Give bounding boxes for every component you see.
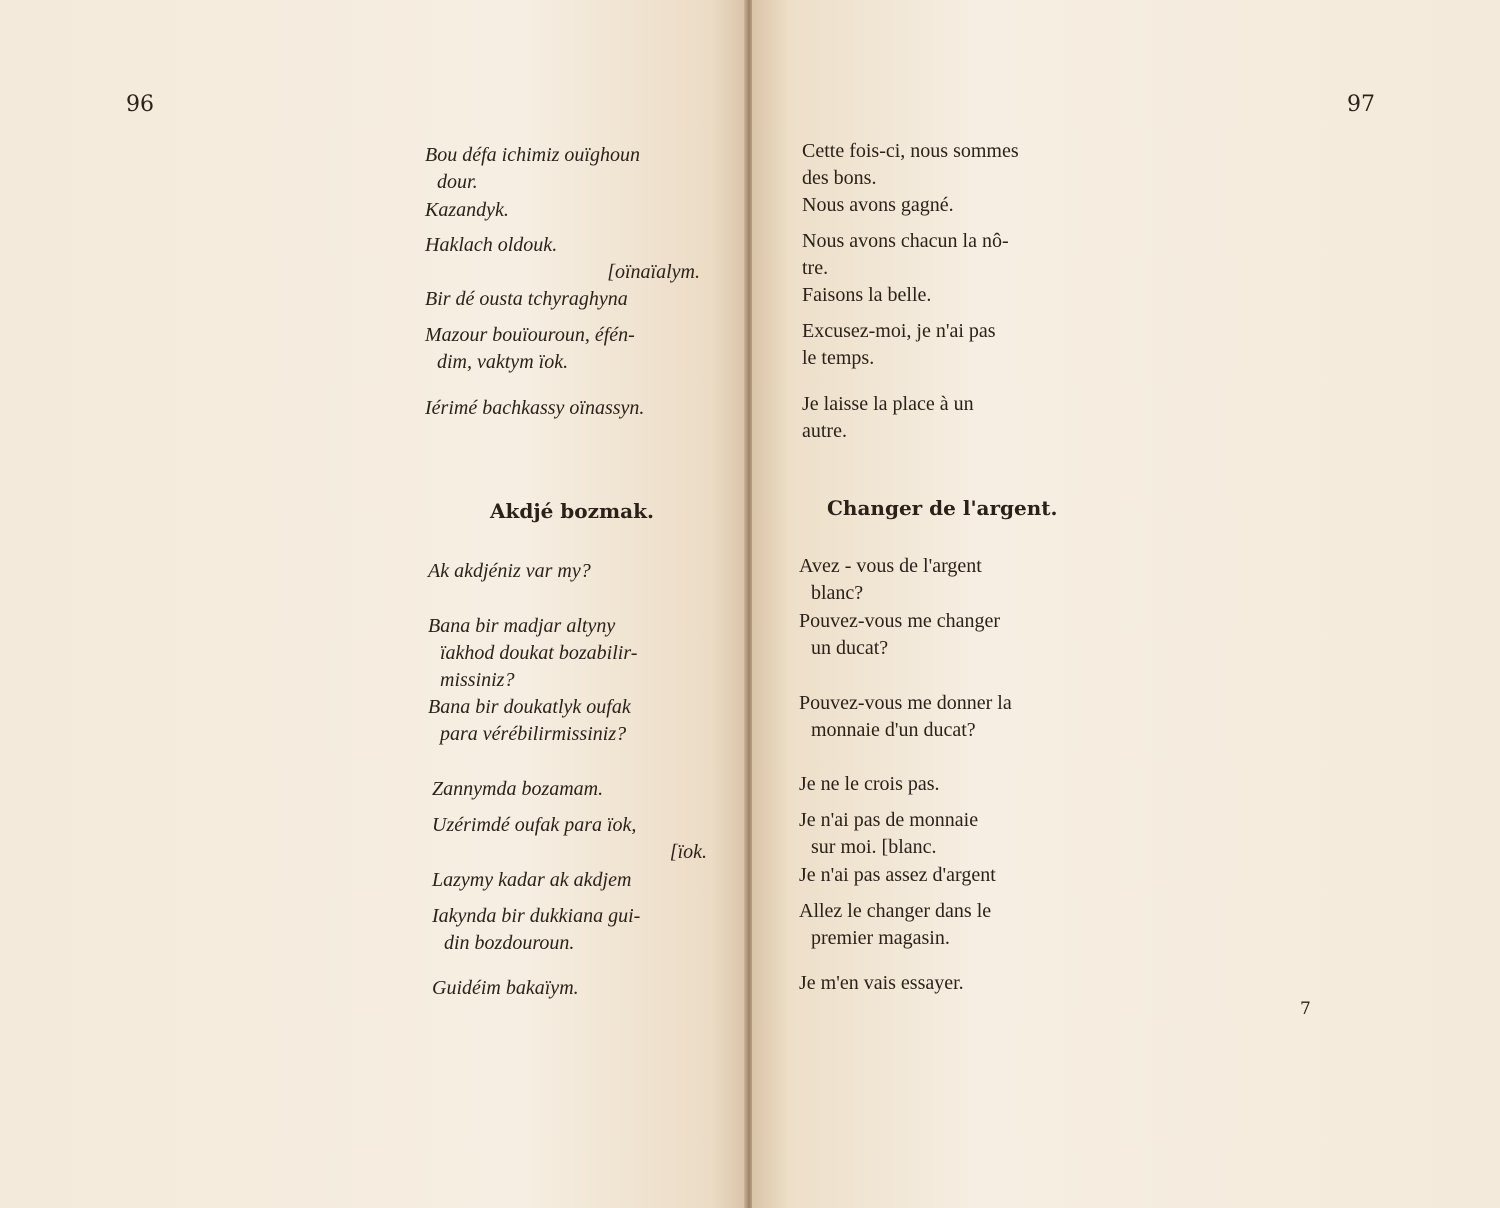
transliteration: Ak akdjéniz var my? xyxy=(428,560,591,582)
transliteration: Haklach oldouk. [oïnaïalym. xyxy=(425,234,700,283)
french-text: Avez - vous de l'argent blanc? xyxy=(799,555,982,604)
right-page xyxy=(752,0,1500,1208)
transliteration: Iérimé bachkassy oïnassyn. xyxy=(425,397,645,419)
french-text: Excusez-moi, je n'ai pas le temps. xyxy=(802,320,996,369)
french-text: Nous avons gagné. xyxy=(802,194,954,216)
section-heading-french: Changer de l'argent. xyxy=(827,496,1058,520)
section-heading: Akdjé bozmak. xyxy=(490,499,654,523)
page-number-right: 97 xyxy=(1347,92,1375,117)
transliteration: Bou défa ichimiz ouïghoun dour. xyxy=(425,144,640,193)
transliteration: Bir dé ousta tchyraghyna xyxy=(425,288,628,310)
french-text: Pouvez-vous me donner la monnaie d'un ducat? xyxy=(799,692,1012,741)
transliteration: Uzérimdé oufak para ïok, [ïok. xyxy=(432,814,707,863)
french-text: Je m'en vais essayer. xyxy=(799,972,964,994)
transliteration: Lazymy kadar ak akdjem xyxy=(432,869,632,891)
transliteration: Guidéim bakaïym. xyxy=(432,977,579,999)
french-text: Je ne le crois pas. xyxy=(799,773,940,795)
signature-mark: 7 xyxy=(1300,999,1311,1019)
transliteration: Mazour bouïouroun, éfén- dim, vaktym ïok. xyxy=(425,324,635,373)
french-text: Pouvez-vous me changer un ducat? xyxy=(799,610,1001,659)
transliteration: Kazandyk. xyxy=(425,199,509,221)
transliteration: Iakynda bir dukkiana gui- din bozdouroun. xyxy=(432,905,641,954)
transliteration: Bana bir doukatlyk oufak para vérébilirmissiniz? xyxy=(428,696,631,745)
left-page xyxy=(0,0,748,1208)
french-text: Nous avons chacun la nô- tre. xyxy=(802,230,1009,279)
french-text: Je n'ai pas de monnaie sur moi. [blanc. xyxy=(799,809,979,858)
french-text: Faisons la belle. xyxy=(802,284,932,306)
transliteration: Zannymda bozamam. xyxy=(432,778,604,800)
french-text: Cette fois-ci, nous sommes des bons. xyxy=(802,140,1019,189)
french-text: Allez le changer dans le premier magasin. xyxy=(799,900,992,949)
french-text: Je n'ai pas assez d'argent xyxy=(799,864,996,886)
page-number-left: 96 xyxy=(126,92,154,117)
transliteration: Bana bir madjar altyny ïakhod doukat bozabilir- missiniz? xyxy=(428,615,638,691)
french-text: Je laisse la place à un autre. xyxy=(802,393,974,442)
